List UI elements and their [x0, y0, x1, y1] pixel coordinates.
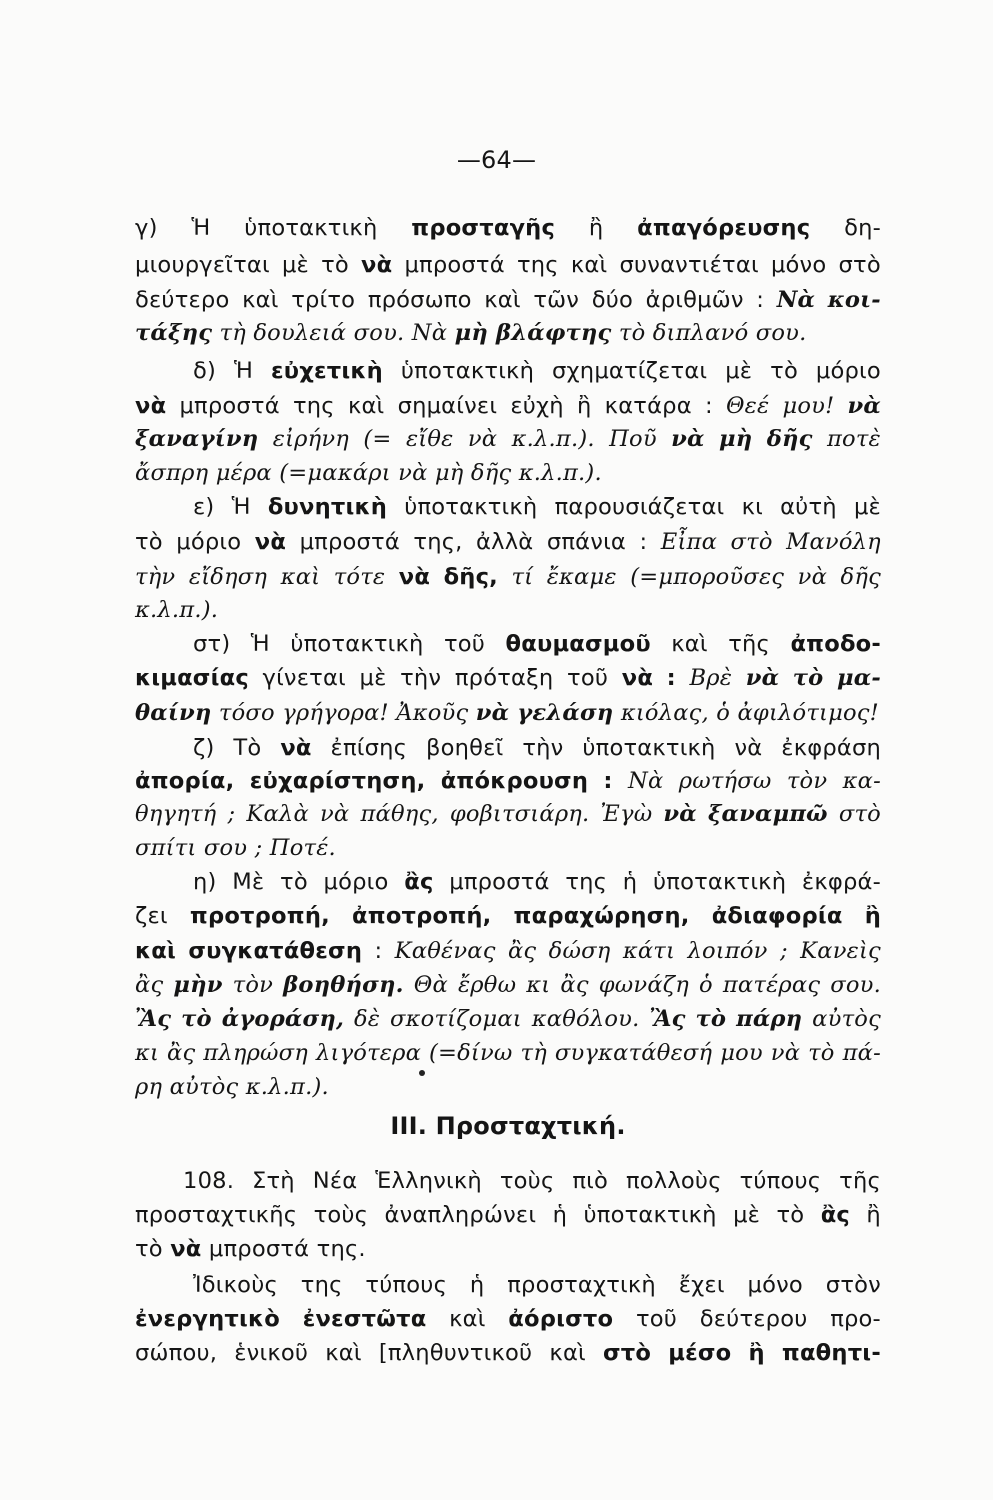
word: σπίτι σου ; Ποτέ.	[135, 835, 336, 861]
word: ἀόριστο	[508, 1306, 614, 1332]
word: ἢ	[864, 903, 881, 929]
word: θαίνη	[135, 700, 212, 726]
word: ἔχει	[678, 1272, 725, 1298]
word: Βρὲ	[689, 665, 733, 691]
word: :	[603, 768, 613, 794]
text-line	[135, 837, 881, 860]
word: ρωτήσω	[678, 768, 772, 794]
word: Θεέ	[725, 393, 770, 419]
text-line	[135, 254, 881, 277]
word: νὰ γελάση	[475, 700, 614, 726]
word: τὴν	[135, 564, 176, 590]
word: παρουσιάζεται	[554, 494, 725, 520]
word: τὸ	[280, 869, 308, 895]
word: ὑποτακτικὴ	[400, 358, 535, 384]
word: τὸν	[232, 972, 274, 998]
word: εὐχὴ	[510, 393, 564, 419]
word: ἀπόκρουση	[440, 768, 589, 794]
word: μιουργεῖται	[135, 252, 270, 278]
word: Νέα	[312, 1168, 358, 1194]
text-line	[135, 462, 881, 485]
word: πολλοὺς	[625, 1168, 722, 1194]
word: καθόλου.	[531, 1006, 640, 1032]
word: μου!	[782, 393, 835, 419]
text-line	[135, 496, 881, 519]
text-line	[135, 289, 881, 312]
word: νὰ	[770, 1040, 801, 1066]
word: αὐτὴ	[780, 494, 837, 520]
word: συγκατάθεσή	[554, 1040, 713, 1066]
word: φοβιτσιάρη.	[449, 801, 590, 827]
word: κι	[741, 494, 763, 520]
word: μὲ	[725, 358, 753, 384]
word: σου.	[830, 972, 881, 998]
word: ἀγοράση,	[221, 1006, 345, 1032]
word: προτροπή,	[189, 903, 330, 929]
word: νὰ	[361, 252, 393, 278]
word: τοὺς	[313, 1202, 369, 1228]
word: μὴν	[173, 972, 223, 998]
word: καὶ	[671, 631, 708, 657]
word: της	[300, 1272, 343, 1298]
word: τὸν	[786, 768, 828, 794]
word: τὸ	[321, 252, 349, 278]
word: τὸ	[792, 665, 824, 691]
word: δύο	[591, 287, 634, 313]
word: ἐκφρά-	[801, 869, 881, 895]
word: τὴ	[520, 1040, 547, 1066]
word: μὴ	[719, 426, 753, 452]
text-line	[135, 803, 881, 826]
text-line	[135, 1342, 881, 1365]
text-line	[135, 1170, 881, 1193]
word: Ἂς	[649, 1006, 686, 1032]
word: ρη αὐτὸς κ.λ.π.).	[135, 1074, 329, 1100]
word: Στὴ	[252, 1168, 295, 1194]
word: πρόταξη	[454, 665, 554, 691]
word: ἢ	[576, 393, 592, 419]
word: προσταχτικὴ	[507, 1272, 656, 1298]
word: ξαναμπῶ	[707, 801, 828, 827]
word: μα-	[837, 665, 881, 691]
word: βοηθήση.	[283, 972, 404, 998]
word: καὶ	[449, 1306, 486, 1332]
word: στὸ	[838, 252, 881, 278]
word: ἂς	[507, 938, 537, 964]
word: νὰ	[745, 665, 780, 691]
text-line	[135, 395, 881, 418]
word: τοὺς	[499, 1168, 555, 1194]
word: μόριο	[176, 529, 242, 555]
word: ἂς	[404, 869, 434, 895]
word: θαυμασμοῦ	[505, 631, 651, 657]
word: ἡ	[552, 1202, 568, 1228]
word: κιόλας, ὁ ἀφιλότιμος!	[613, 700, 879, 726]
word: καὶ	[280, 564, 321, 590]
word: τῶν	[533, 287, 580, 313]
word: συναντιέται	[619, 252, 759, 278]
word: Εἶπα	[660, 529, 718, 555]
word: της	[516, 252, 559, 278]
text-line	[135, 1076, 881, 1099]
word: κοι-	[827, 287, 881, 313]
word: ἐνεστῶτα	[302, 1306, 427, 1332]
word: ἐνεργητικὸ	[135, 1306, 280, 1332]
word: ποτὲ	[827, 426, 881, 452]
text-line	[135, 322, 881, 345]
word: μπροστά	[179, 393, 280, 419]
text-line	[135, 428, 881, 451]
word: ἀπαγόρευσης	[637, 215, 811, 241]
word: ἄσπρη μέρα (=μακάρι νὰ μὴ δῆς κ.λ.π.).	[135, 460, 602, 486]
word: μὲ	[281, 252, 309, 278]
word: ἀναπληρώνει	[384, 1202, 537, 1228]
word: εἴδηση	[188, 564, 268, 590]
word: μὲ	[733, 1202, 761, 1228]
word: δῆς	[840, 564, 881, 590]
word: ἡ	[469, 1272, 485, 1298]
text-line	[135, 531, 881, 554]
word: κ.λ.π.).	[135, 597, 219, 623]
text-line	[135, 940, 881, 963]
word: πατέρας	[722, 972, 821, 998]
word: ἀποτροπή,	[352, 903, 492, 929]
word: τάξης	[135, 320, 213, 346]
word: 108.	[183, 1168, 235, 1194]
word: Νὰ	[627, 768, 664, 794]
word: δῆς,	[443, 564, 498, 590]
word: εὐχετικὴ	[271, 358, 383, 384]
word: της	[292, 393, 335, 419]
word: Ἐγὼ	[600, 801, 653, 827]
word: αὐτὸς	[812, 1006, 881, 1032]
word: κιμασίας	[135, 665, 249, 691]
word: τὸ	[181, 1006, 212, 1032]
word: καὶ	[570, 252, 608, 278]
word: τοῦ	[443, 631, 486, 657]
word: τὸ	[808, 1040, 835, 1066]
text-line	[135, 1008, 881, 1031]
word: δεύτερο	[135, 287, 230, 313]
word: τύπους	[365, 1272, 448, 1298]
word: τῆς	[728, 631, 770, 657]
word: ἡ	[622, 869, 638, 895]
word: Ἡ	[191, 215, 211, 241]
word: νὰ	[467, 426, 498, 452]
word: κάτι	[622, 938, 676, 964]
word: προ-	[830, 1306, 881, 1332]
word: Ἂς	[135, 1006, 172, 1032]
word: ἀριθμῶν	[645, 287, 744, 313]
word: δ)	[193, 358, 217, 384]
word: ἂς	[167, 1040, 196, 1066]
word: δῆς	[766, 426, 813, 452]
word: τὸ διπλανό σου.	[611, 320, 807, 346]
word: νὰ	[671, 426, 705, 452]
word: μὴ βλάφτης	[454, 320, 612, 346]
word: σώπου,	[135, 1340, 218, 1366]
word: (=δίνω	[428, 1040, 513, 1066]
word: λιγότερα	[315, 1040, 422, 1066]
word: :	[704, 393, 713, 419]
text-line	[135, 633, 881, 656]
word: μπροστά	[299, 529, 400, 555]
word: Θὰ	[413, 972, 448, 998]
word: τὴν	[400, 665, 442, 691]
text-line	[135, 1204, 881, 1227]
word: ;	[779, 938, 788, 964]
word: ζει	[135, 903, 168, 929]
word: καὶ	[135, 938, 176, 964]
word: τὸ	[135, 1236, 171, 1262]
word: Τὸ	[233, 735, 262, 761]
text-line	[135, 1274, 881, 1297]
word: εὐχαρίστηση,	[249, 768, 426, 794]
word: Ἡ	[233, 358, 254, 384]
word: μου	[720, 1040, 763, 1066]
text-line	[135, 871, 881, 894]
text-line	[135, 217, 881, 240]
text-line	[135, 1238, 881, 1261]
word: νὰ	[847, 393, 881, 419]
word: πάθης,	[360, 801, 439, 827]
text-line	[135, 737, 881, 760]
word: δεύτερου	[699, 1306, 808, 1332]
word: Ἡ	[250, 631, 270, 657]
word: ἑνικοῦ	[234, 1340, 309, 1366]
word: ὑποτακτικὴ	[582, 735, 716, 761]
word: :	[756, 287, 765, 313]
word: νὰ	[734, 735, 763, 761]
word: μὲ	[359, 665, 387, 691]
word: στὸ	[603, 1340, 652, 1366]
word: τῆς	[839, 1168, 881, 1194]
word: πάρη	[736, 1006, 803, 1032]
word: παθητι-	[781, 1340, 881, 1366]
text-line	[135, 1308, 881, 1331]
word: [πληθυντικοῦ	[378, 1340, 533, 1366]
word: νὰ	[170, 1236, 202, 1262]
word: ὑποτακτικὴ	[653, 869, 787, 895]
word: προσταχτικῆς	[135, 1202, 298, 1228]
word: καὶ	[347, 393, 385, 419]
word: ἐκφράση	[781, 735, 881, 761]
word: μόριο	[323, 869, 389, 895]
dot-mark	[419, 1070, 425, 1076]
word: ὑποτακτικὴ	[404, 494, 538, 520]
word: νὰ	[254, 529, 287, 555]
word: καὶ	[484, 287, 521, 313]
text-line	[135, 974, 881, 997]
word: τὸ	[695, 1006, 727, 1032]
word: :	[666, 665, 676, 691]
word: τοῦ	[567, 665, 609, 691]
word: πιὸ	[572, 1168, 609, 1194]
word: τί	[511, 564, 534, 590]
word: της,	[413, 529, 463, 555]
word: ἢ	[748, 1340, 765, 1366]
page-number: —64—	[456, 146, 537, 174]
word: στὸν	[825, 1272, 881, 1298]
word: ζ)	[193, 735, 215, 761]
word: συγκατάθεση	[188, 938, 363, 964]
word: ἔκαμε	[546, 564, 617, 590]
word: καὶ	[549, 1340, 586, 1366]
word: νὰ	[135, 393, 167, 419]
word: τὸ	[776, 1202, 805, 1228]
word: σχηματίζεται	[552, 358, 708, 384]
word: ὑποτακτικὴ	[583, 1202, 717, 1228]
text-line	[135, 667, 881, 690]
word: ἂς	[560, 972, 589, 998]
word: τόσο γρήγορα! Ἀκοῦς	[211, 700, 476, 726]
word: τὸ	[770, 358, 798, 384]
word: πληρώση	[203, 1040, 309, 1066]
word: καὶ	[242, 287, 279, 313]
word: τὴν	[522, 735, 564, 761]
word: τοῦ	[635, 1306, 678, 1332]
word: της	[565, 869, 608, 895]
text-line	[135, 905, 881, 928]
word: ε)	[193, 494, 215, 520]
word: ἀποδο-	[790, 631, 881, 657]
word: Καλὰ	[246, 801, 309, 827]
word: μὲ	[853, 494, 881, 520]
word: ἢ	[588, 215, 604, 241]
word: νὰ	[663, 801, 697, 827]
word: προσταγῆς	[411, 215, 556, 241]
word: ὑποτακτικὴ	[244, 215, 378, 241]
word: νὰ	[398, 564, 431, 590]
word: σημαίνει	[397, 393, 498, 419]
text-line	[135, 770, 881, 793]
word: στὸ	[730, 529, 773, 555]
word: ἔρθω	[457, 972, 517, 998]
word: σκοτίζομαι	[390, 1006, 522, 1032]
word: παραχώρηση,	[513, 903, 690, 929]
word: (=μποροῦσες	[630, 564, 785, 590]
word: λοιπόν	[687, 938, 768, 964]
word: μπροστά	[449, 869, 550, 895]
word: Μὲ	[232, 869, 265, 895]
word: κ.λ.π.).	[511, 426, 595, 452]
word: δυνητικὴ	[267, 494, 388, 520]
word: φωνάζη	[598, 972, 689, 998]
word: βοηθεῖ	[425, 735, 504, 761]
word: νὰ	[797, 564, 828, 590]
word: ἀπορία,	[135, 768, 235, 794]
word: ἢ	[866, 1202, 881, 1228]
word: νὰ	[280, 735, 312, 761]
word: (=	[363, 426, 392, 452]
word: τρίτο	[291, 287, 356, 313]
word: μόνο	[770, 252, 827, 278]
word: Κανεὶς	[800, 938, 881, 964]
word: εἴθε	[405, 426, 454, 452]
word: ὁ	[699, 972, 713, 998]
word: κι	[526, 972, 551, 998]
word: III. Προσταχτική.	[390, 1112, 626, 1140]
word: στὸ	[838, 801, 881, 827]
word: νὰ	[621, 665, 654, 691]
word: η)	[193, 869, 217, 895]
word: γ)	[135, 215, 158, 241]
word: τύπους	[739, 1168, 822, 1194]
word: νὰ	[319, 801, 350, 827]
word: μπροστά της.	[201, 1236, 366, 1262]
word: ξαναγίνη	[135, 426, 259, 452]
word: δώση	[548, 938, 611, 964]
word: ἐπίσης	[330, 735, 408, 761]
word: θηγητή	[135, 801, 217, 827]
text-line	[135, 1042, 881, 1065]
word: Ἑλληνικὴ	[375, 1168, 482, 1194]
word: τὸ	[135, 529, 163, 555]
word: δὲ	[353, 1006, 381, 1032]
word: ὑποτακτικὴ	[290, 631, 424, 657]
text-line	[135, 702, 881, 725]
word: εἰρήνη	[272, 426, 350, 452]
word: πρόσωπο	[367, 287, 472, 313]
word: Μανόλη	[786, 529, 881, 555]
word: δη-	[844, 215, 881, 241]
word: μπροστά	[404, 252, 505, 278]
text-line	[135, 599, 881, 622]
word: Νὰ	[776, 287, 816, 313]
word: κατάρα	[604, 393, 692, 419]
word: καὶ	[325, 1340, 362, 1366]
word: μόριο	[815, 358, 881, 384]
word: ἀλλὰ	[476, 529, 534, 555]
word: πά-	[842, 1040, 881, 1066]
word: μέσο	[668, 1340, 732, 1366]
word: σπάνια	[546, 529, 627, 555]
word: Καθένας	[394, 938, 496, 964]
word: κα-	[842, 768, 881, 794]
word: ἀδιαφορία	[711, 903, 843, 929]
word: Ποῦ	[609, 426, 657, 452]
word: κι	[135, 1040, 160, 1066]
text-line	[135, 360, 881, 383]
word: τότε	[333, 564, 386, 590]
word: μόνο	[747, 1272, 803, 1298]
word: :	[639, 529, 648, 555]
text-line	[135, 566, 881, 589]
word: ;	[227, 801, 236, 827]
word: :	[374, 938, 383, 964]
word: τὴ δουλειά σου. Νὰ	[212, 320, 455, 346]
section-heading	[135, 1114, 881, 1138]
word: ἂς	[135, 972, 164, 998]
word: Ἡ	[231, 494, 251, 520]
word: γίνεται	[262, 665, 346, 691]
word: στ)	[193, 631, 231, 657]
word: ἂς	[820, 1202, 851, 1228]
word: Ἰδικοὺς	[193, 1272, 278, 1298]
